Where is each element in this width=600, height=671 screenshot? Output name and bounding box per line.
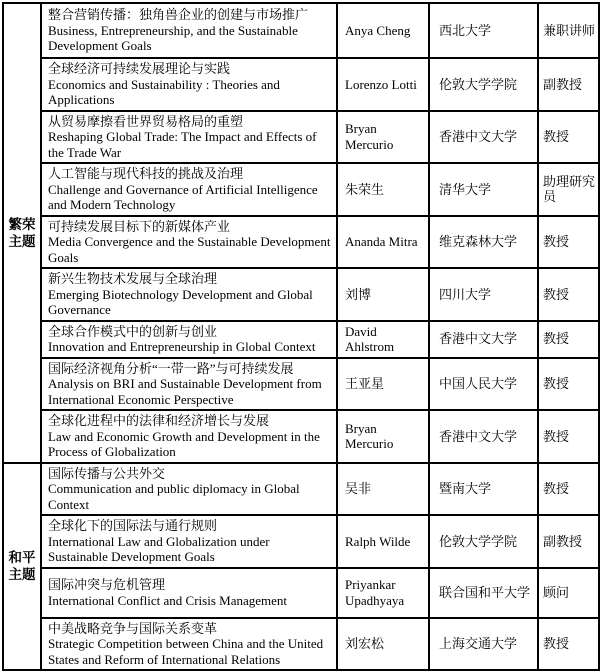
- table-row: [3, 463, 599, 516]
- course-title-zh: 国际传播与公共外交: [48, 465, 166, 481]
- table-row: [3, 358, 599, 411]
- lecturer-name: Priyankar Upadhyaya: [337, 568, 429, 618]
- course-title-zh: 全球化下的国际法与通行规则: [48, 518, 218, 533]
- position-title: 副教授: [538, 515, 599, 568]
- table-row: [3, 58, 599, 111]
- course-title-cell: [41, 515, 337, 568]
- course-title-zh: 新兴生物技术发展与全球治理: [48, 271, 218, 286]
- position-title: 教授: [538, 358, 599, 411]
- university-name: 上海交通大学: [429, 618, 538, 671]
- table-row: [3, 568, 599, 618]
- lecturer-name: 王亚星: [337, 358, 429, 411]
- course-title-cell: [41, 568, 337, 618]
- course-title-zh: 从贸易摩擦看世界贸易格局的重塑: [48, 113, 244, 129]
- course-table: [2, 2, 600, 671]
- course-title-cell: [41, 58, 337, 111]
- lecturer-name: Anya Cheng: [337, 3, 429, 58]
- course-title-zh: 全球合作模式中的创新与创业: [48, 323, 218, 339]
- course-title-cell: [41, 358, 337, 411]
- university-name: 西北大学: [429, 3, 538, 58]
- university-name: 香港中文大学: [429, 410, 538, 463]
- course-title-en: International Conflict and Crisis Management: [48, 592, 287, 608]
- university-name: 中国人民大学: [429, 358, 538, 411]
- course-title-cell: [41, 216, 337, 269]
- lecturer-name: Ananda Mitra: [337, 216, 429, 269]
- course-title-zh: 国际经济视角分析“一带一路”与可持续发展: [48, 360, 294, 376]
- course-title-en: Innovation and Entrepreneurship in Global Context: [48, 339, 316, 354]
- university-name: 香港中文大学: [429, 321, 538, 358]
- university-name: 联合国和平大学: [429, 568, 538, 618]
- position-title: 顾问: [538, 568, 599, 618]
- course-title-en: Reshaping Global Trade: The Impact and Effects of the Trade War: [48, 129, 317, 160]
- lecturer-name: 刘博: [337, 268, 429, 321]
- position-title: 教授: [538, 463, 599, 516]
- course-title-en: Strategic Competition between China and the United States and Reform of International Relations: [48, 636, 324, 667]
- course-title-zh: 全球化进程中的法律和经济增长与发展: [48, 413, 270, 428]
- theme-label: 和平主题: [3, 463, 41, 671]
- course-title-cell: [41, 163, 337, 216]
- table-row: [3, 410, 599, 463]
- position-title: 助理研究员: [538, 163, 599, 216]
- course-title-zh: 国际冲突与危机管理: [48, 577, 166, 592]
- position-title: 教授: [538, 321, 599, 358]
- university-name: 四川大学: [429, 268, 538, 321]
- course-title-en: Emerging Biotechnology Development and Global Governance: [48, 286, 313, 317]
- table-row: [3, 163, 599, 216]
- university-name: 暨南大学: [429, 463, 538, 516]
- lecturer-name: Bryan Mercurio: [337, 410, 429, 463]
- course-title-cell: [41, 410, 337, 463]
- position-title: 教授: [538, 618, 599, 671]
- course-table-body: [3, 3, 599, 670]
- course-title-en: Business, Entrepreneurship, and the Sustainable Development Goals: [48, 22, 298, 54]
- table-row: [3, 618, 599, 671]
- table-row: [3, 268, 599, 321]
- lecturer-name: Ralph Wilde: [337, 515, 429, 568]
- university-name: 清华大学: [429, 163, 538, 216]
- course-title-cell: [41, 111, 337, 164]
- table-row: [3, 321, 599, 358]
- university-name: 香港中文大学: [429, 111, 538, 164]
- position-title: 兼职讲师: [538, 3, 599, 58]
- position-title: 教授: [538, 216, 599, 269]
- course-title-cell: [41, 321, 337, 358]
- course-title-cell: [41, 268, 337, 321]
- course-title-en: Economics and Sustainability : Theories and Applications: [48, 76, 280, 107]
- lecturer-name: David Ahlstrom: [337, 321, 429, 358]
- position-title: 教授: [538, 410, 599, 463]
- position-title: 教授: [538, 111, 599, 164]
- lecturer-name: Bryan Mercurio: [337, 111, 429, 164]
- lecturer-name: 吴非: [337, 463, 429, 516]
- course-title-zh: 中美战略竞争与国际关系变革: [48, 620, 218, 636]
- table-row: [3, 3, 599, 58]
- course-title-cell: [41, 618, 337, 671]
- theme-label: 繁荣主题: [3, 3, 41, 463]
- university-name: 伦敦大学学院: [429, 515, 538, 568]
- course-title-cell: [41, 3, 337, 58]
- university-name: 维克森林大学: [429, 216, 538, 269]
- table-row: [3, 515, 599, 568]
- course-title-zh: 全球经济可持续发展理论与实践: [48, 61, 231, 76]
- position-title: 教授: [538, 268, 599, 321]
- course-title-zh: 人工智能与现代科技的挑战及治理: [48, 166, 244, 181]
- course-title-en: Analysis on BRI and Sustainable Development from International Economic Perspective: [48, 376, 322, 407]
- course-title-zh: 可持续发展目标下的新媒体产业: [48, 218, 231, 234]
- course-title-en: Law and Economic Growth and Development in the Process of Globalization: [48, 428, 320, 459]
- course-title-en: Media Convergence and the Sustainable Development Goals: [48, 234, 331, 265]
- course-title-cell: [41, 463, 337, 516]
- course-title-en: International Law and Globalization under Sustainable Development Goals: [48, 533, 270, 564]
- lecturer-name: 刘宏松: [337, 618, 429, 671]
- table-row: [3, 216, 599, 269]
- position-title: 副教授: [538, 58, 599, 111]
- table-row: [3, 111, 599, 164]
- course-title-zh: 整合营销传播：独角兽企业的创建与市场推广: [48, 7, 309, 23]
- lecturer-name: Lorenzo Lotti: [337, 58, 429, 111]
- course-title-en: Communication and public diplomacy in Global Context: [48, 481, 300, 512]
- lecturer-name: 朱荣生: [337, 163, 429, 216]
- university-name: 伦敦大学学院: [429, 58, 538, 111]
- course-title-en: Challenge and Governance of Artificial Intelligence and Modern Technology: [48, 181, 318, 212]
